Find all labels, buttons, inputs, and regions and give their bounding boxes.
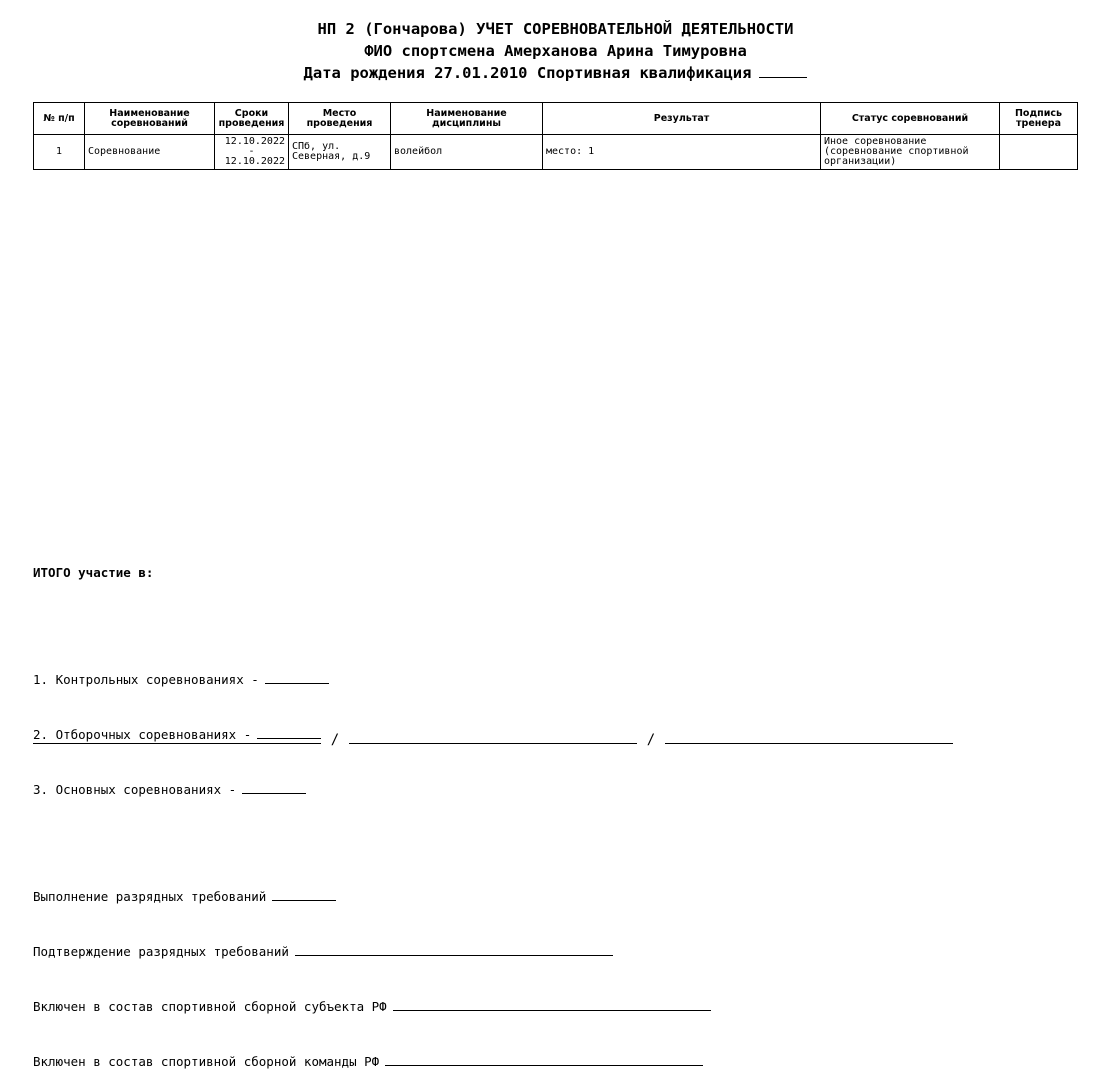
signature-line-3 [665, 727, 953, 744]
regional-team-blank [393, 997, 711, 1011]
col-header-place: Место проведения [289, 103, 391, 135]
athlete-name: ФИО спортсмена Амерханова Арина Тимуровна [364, 42, 747, 60]
date-to: 12.10.2022 [224, 156, 285, 167]
col-header-signature: Подпись тренера [1000, 103, 1078, 135]
summary-item-label: 1. Контрольных соревнованиях - [33, 672, 259, 687]
competitions-table [33, 102, 1078, 170]
national-team-blank [385, 1052, 703, 1066]
summary-item-label: 2. Отборочных соревнованиях - [33, 727, 252, 742]
col-header-dates: Сроки проведения [215, 103, 289, 135]
fulfillment-blank [272, 887, 336, 901]
col-header-discipline: Наименование дисциплины [391, 103, 543, 135]
col-header-status: Статус соревнований [821, 103, 1000, 135]
qualification-blank [759, 63, 807, 78]
col-header-name: Наименование соревнований [85, 103, 215, 135]
cell-name: Соревнование [85, 135, 215, 170]
regional-team-inclusion [33, 997, 711, 1016]
requirement-label: Включен в состав спортивной сборной субъекта РФ [33, 999, 387, 1014]
signature-lines [33, 727, 953, 749]
main-count-blank [242, 780, 306, 794]
requirement-label: Включен в состав спортивной сборной команды РФ [33, 1054, 380, 1069]
cell-result: место: 1 [543, 135, 821, 170]
summary-title: ИТОГО участие в: [33, 565, 154, 580]
confirmation-blank [295, 942, 613, 956]
table-row [34, 135, 1078, 170]
cell-num: 1 [34, 135, 85, 170]
cell-signature [1000, 135, 1078, 170]
control-count-blank [265, 670, 329, 684]
col-header-num: № п/п [34, 103, 85, 135]
date-from: 12.10.2022 [224, 136, 285, 147]
signature-line-2 [349, 727, 637, 744]
summary-item-main [33, 780, 711, 799]
summary-item-label: 3. Основных соревнованиях - [33, 782, 237, 797]
cell-status: Иное соревнование (соревнование спортивной организации) [821, 135, 1000, 170]
cell-place: СПб, ул. Северная, д.9 [289, 135, 391, 170]
birth-and-qualification-text: Дата рождения 27.01.2010 Спортивная квалификация [303, 64, 752, 82]
summary-item-control [33, 670, 711, 689]
requirement-label: Выполнение разрядных требований [33, 889, 267, 904]
birth-and-qualification [0, 62, 1111, 84]
summary-section [33, 528, 711, 1089]
signature-separator-1: / [330, 732, 340, 748]
col-header-result: Результат [543, 103, 821, 135]
signature-separator-2: / [646, 732, 656, 748]
requirement-confirmation [33, 942, 711, 961]
cell-dates [215, 135, 289, 170]
national-team-inclusion [33, 1052, 711, 1071]
document-header [0, 18, 1111, 84]
signature-line-1 [33, 727, 321, 744]
requirement-fulfillment [33, 887, 711, 906]
document-title: НП 2 (Гончарова) УЧЕТ СОРЕВНОВАТЕЛЬНОЙ ДЕЯТЕЛЬНОСТИ [317, 20, 794, 38]
requirement-label: Подтверждение разрядных требований [33, 944, 289, 959]
date-separator: - [248, 146, 255, 157]
cell-discipline: волейбол [391, 135, 543, 170]
table-header-row [34, 103, 1078, 135]
